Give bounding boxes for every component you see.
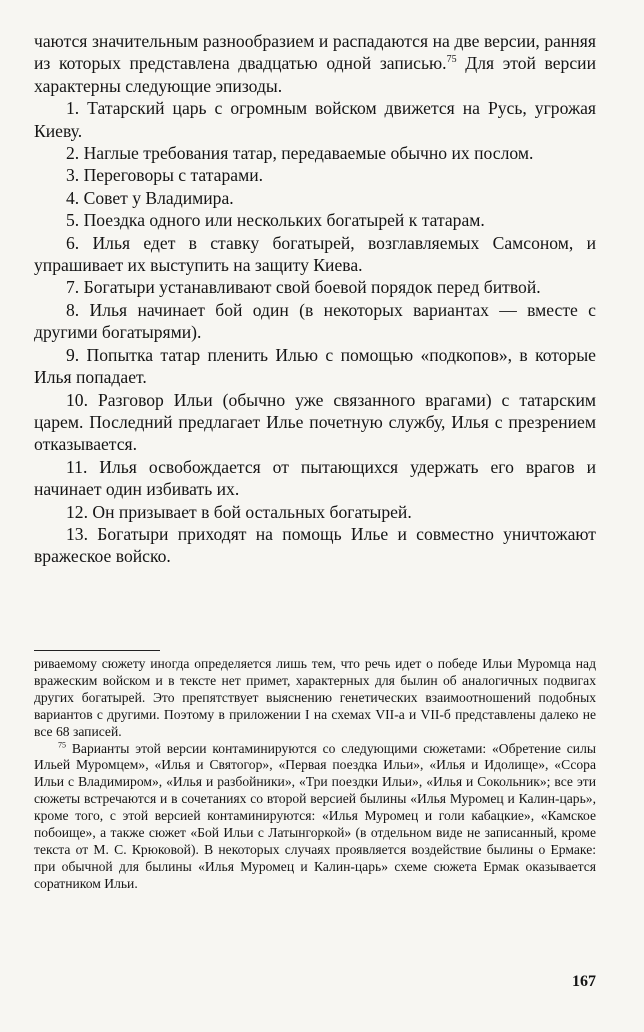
episode-item: 6. Илья едет в ставку богатырей, возглавляемых Самсоном, и упрашивает их выступить на защиту Киева. [34, 232, 596, 276]
intro-text: чаются значительным разнообразием и распадаются на две версии, ранняя из которых представлена двадцатью одной записью. [34, 31, 596, 74]
footnote-marker: 75 [58, 740, 66, 749]
episode-item: 13. Богатыри приходят на помощь Илье и совместно уничтожают вражеское войско. [34, 523, 596, 567]
episode-item: 3. Переговоры с татарами. [66, 165, 264, 186]
episode-item: 9. Попытка татар пленить Илью с помощью «подкопов», в которые Илья попадает. [34, 344, 596, 388]
footnotes [34, 656, 596, 893]
footnote-text: Варианты этой версии контаминируются со следующими сюжетами: «Обретение силы Ильей Муромцем», «Илья и Святогор», «Первая поездка Ильи», «Илья и Идолище», «Ссора Ильи с Владимиром», «Илья и разбойники», «Три поездки Ильи», «Илья и Сокольник»; все эти сюжеты встречаются и в сочетаниях со второй версией былины «Илья Муромец и Калин-царь», кроме того, с этой версией контаминируются: «Илья Муромец и голи кабацкие», «Камское побоище», а также сюжет «Бой Ильи с Латынгоркой» (в отдельном виде не записанный, кроме текста от М. С. Крюковой). В некоторых случаях проявляется воздействие былины о Ермаке: при обычной для былины «Илья Муромец и Калин-царь» схеме сюжета Ермак оказывается соратником Ильи. [34, 740, 596, 891]
main-text [34, 30, 596, 568]
footnote-75 [34, 741, 596, 893]
intro-paragraph [34, 30, 596, 97]
episode-item: 1. Татарский царь с огромным войском движется на Русь, угрожая Киеву. [34, 98, 596, 141]
footnote-continuation: риваемому сюжету иногда определяется лишь тем, что речь идет о победе Ильи Муромца над вражеским войском и в тексте нет примет, характерных для былин об аналогичных подвигах других богатырей. Это препятствует выяснению генетических взаимоотношений подобных вариантов с другими. Поэтому в приложении I на схемах VII-а и VII-б представлены далеко не все 68 записей. [34, 656, 596, 739]
episode-item: 4. Совет у Владимира. [66, 187, 234, 208]
footnote-ref-75: 75 [446, 54, 457, 66]
episode-item: 8. Илья начинает бой один (в некоторых вариантах — вместе с другими богатырями). [34, 299, 596, 343]
episode-item: 7. Богатыри устанавливают свой боевой порядок перед битвой. [66, 277, 541, 298]
episode-item: 2. Наглые требования татар, передаваемые обычно их послом. [66, 143, 534, 164]
intro-text-end: Для этой версии характерны следующие эпизоды. [34, 53, 596, 96]
episode-item: 12. Он призывает в бой остальных богатырей. [66, 501, 412, 522]
episode-item: 5. Поездка одного или нескольких богатырей к татарам. [66, 210, 485, 231]
episode-item: 11. Илья освобождается от пытающихся удержать его врагов и начинает один избивать их. [34, 456, 596, 500]
page-number: 167 [572, 973, 596, 990]
footnote-divider [34, 650, 160, 651]
episode-item: 10. Разговор Ильи (обычно уже связанного врагами) с татарским царем. Последний предлагает Илье почетную службу, Илья с презрением отказывается. [34, 389, 596, 455]
